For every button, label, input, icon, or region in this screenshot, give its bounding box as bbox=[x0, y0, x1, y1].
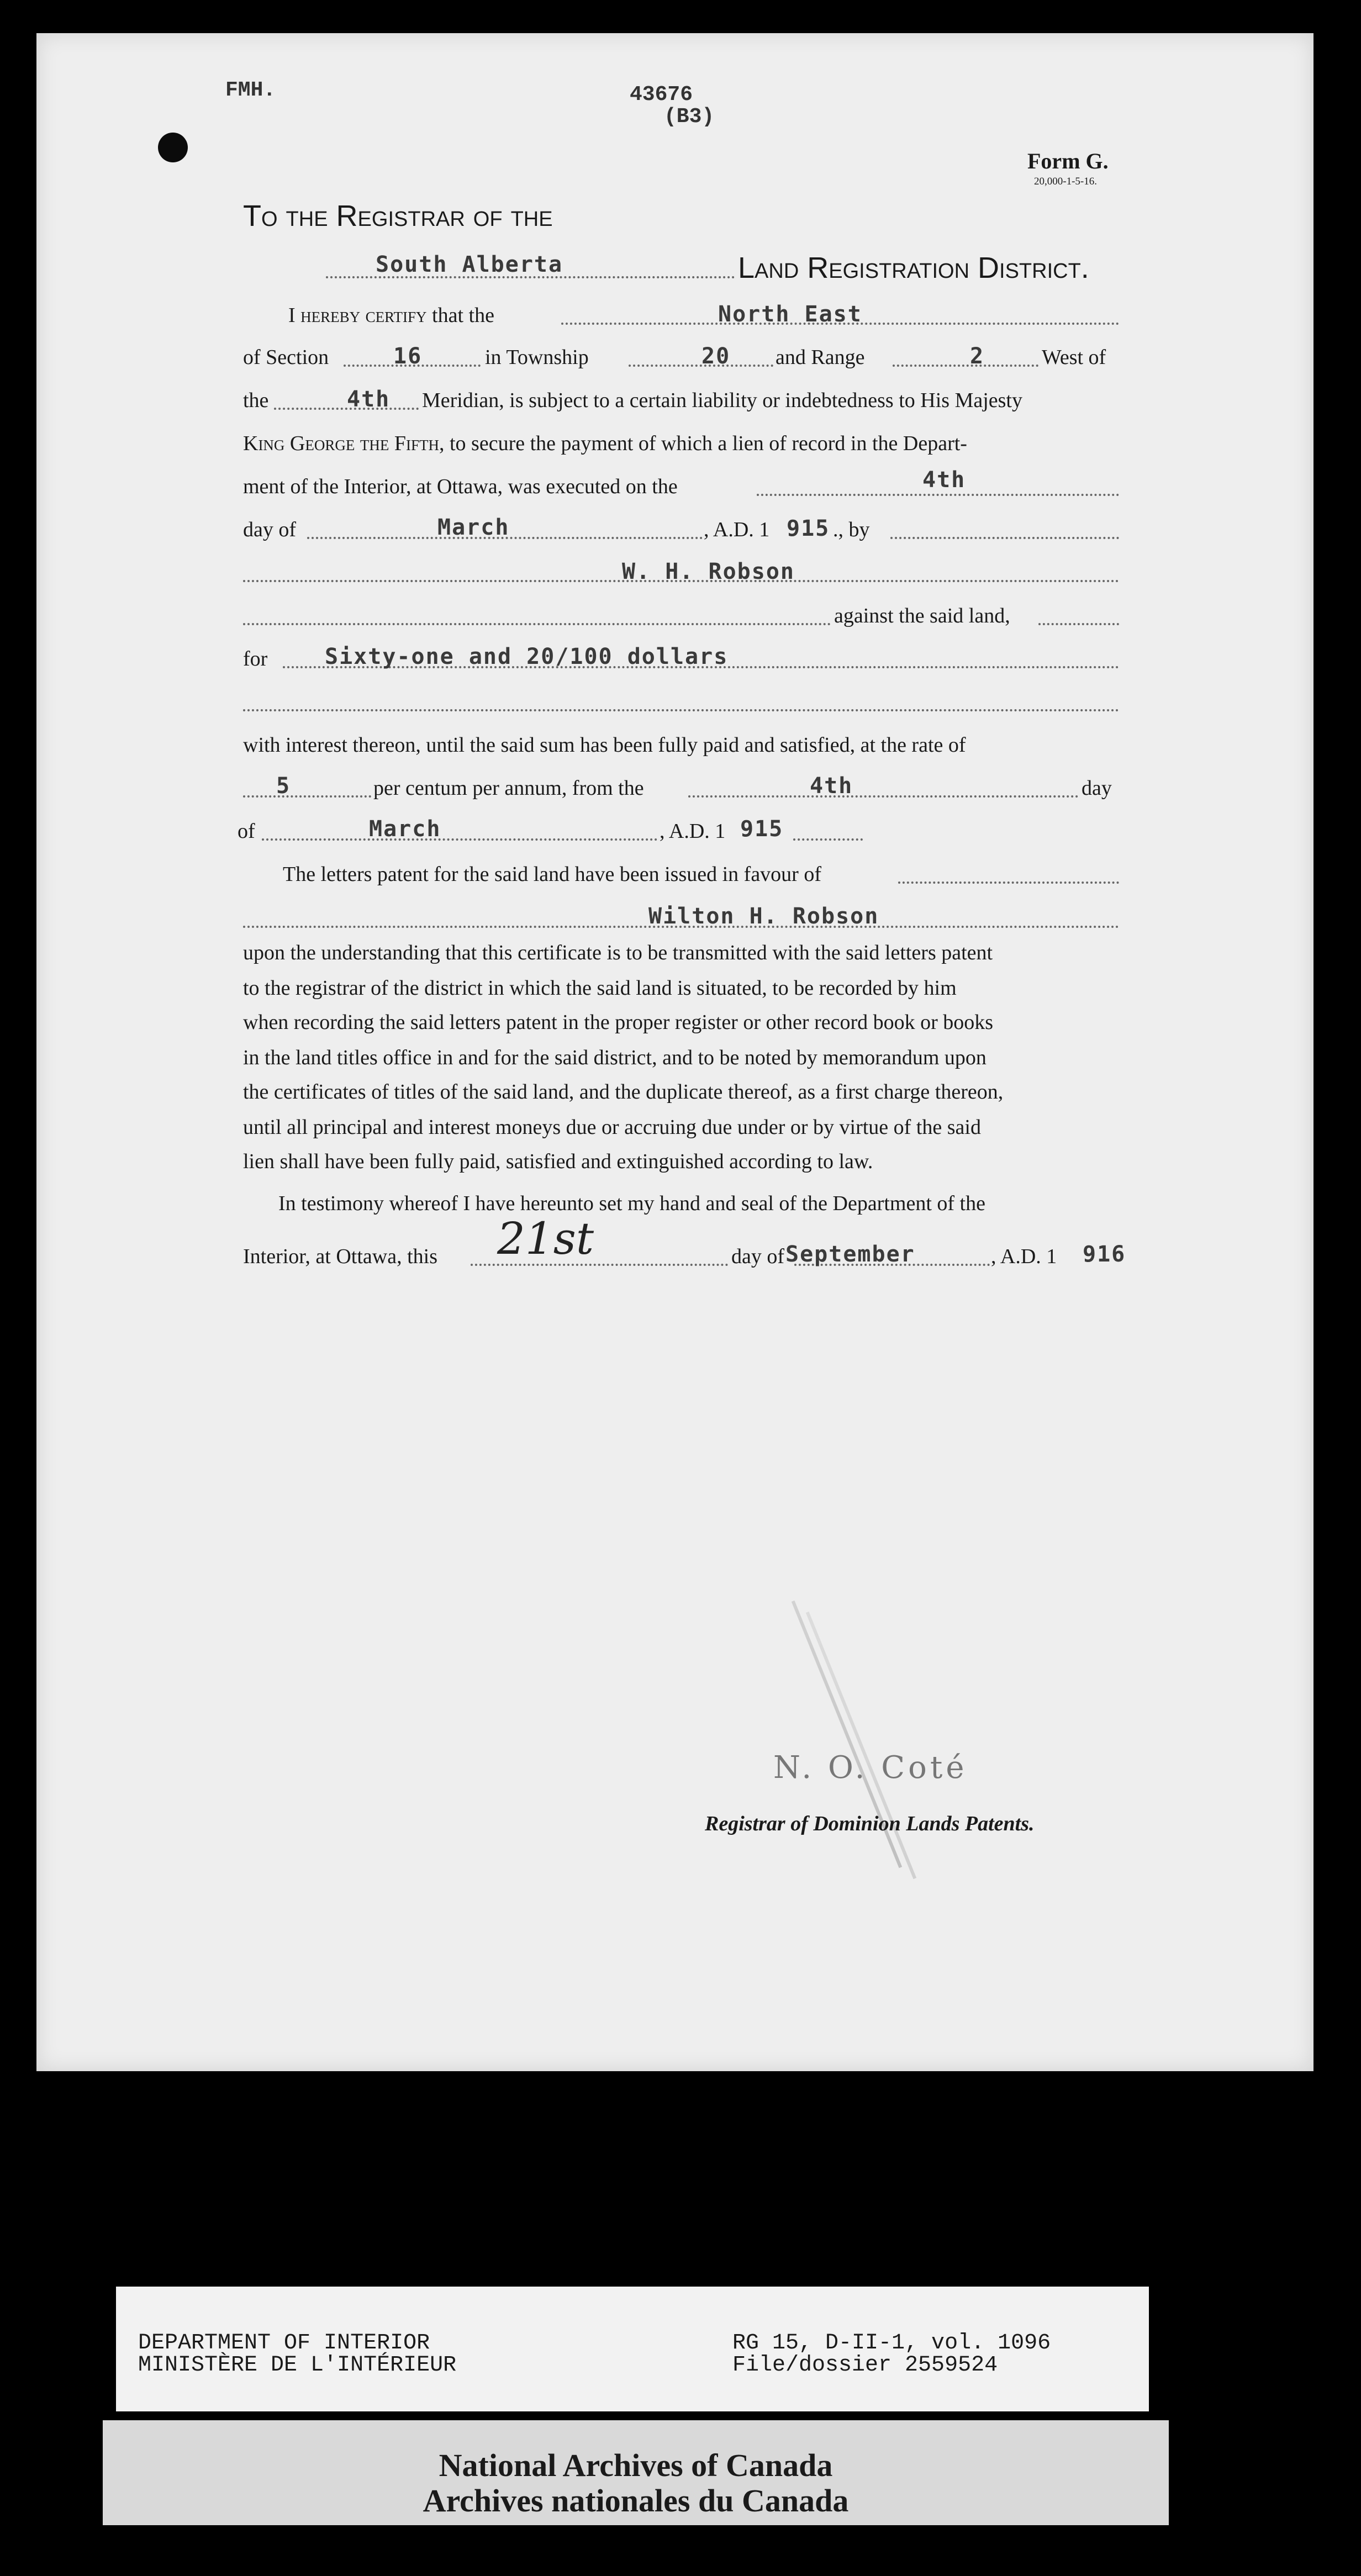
from-day-value: 4th bbox=[810, 773, 853, 799]
of-label: of bbox=[238, 820, 255, 843]
exec-year-value: 915 bbox=[787, 516, 830, 541]
range-label: and Range bbox=[776, 346, 865, 369]
file-sub-number: (B3) bbox=[664, 105, 715, 129]
per-centum-label: per centum per annum, from the bbox=[373, 777, 644, 800]
from-month-value: March bbox=[369, 816, 441, 842]
archive-en: National Archives of Canada bbox=[439, 2447, 833, 2483]
testimony-line: In testimony whereof I have hereunto set my hand and seal of the Department of the bbox=[278, 1192, 985, 1215]
against-trail bbox=[1038, 623, 1119, 625]
para-line: in the land titles office in and for the said district, and to be noted by memorandum upon bbox=[243, 1046, 987, 1069]
amount-value: Sixty-one and 20/100 dollars bbox=[325, 644, 729, 669]
punch-hole bbox=[158, 133, 188, 162]
interest-line: with interest thereon, until the said sum has been fully paid and satisfied, at the rate of bbox=[243, 733, 966, 757]
sign-day-handwritten: 21st bbox=[497, 1213, 594, 1264]
para-line: upon the understanding that this certificate is to be transmitted with the said letters patent bbox=[243, 941, 993, 964]
archive-reference-label bbox=[116, 2287, 1149, 2411]
signature-name: N. O. Coté bbox=[773, 1750, 968, 1786]
from-month-field bbox=[262, 838, 657, 841]
dept-line: ment of the Interior, at Ottawa, was executed on the bbox=[243, 475, 678, 498]
township-value: 20 bbox=[701, 344, 731, 369]
exec-day-field bbox=[757, 494, 1119, 496]
from-year-value: 915 bbox=[740, 816, 784, 842]
district-label: Land Registration District. bbox=[738, 251, 1089, 284]
from-year-trail bbox=[793, 838, 863, 841]
by-field bbox=[890, 537, 1119, 539]
section-value: 16 bbox=[393, 344, 423, 369]
para-line: lien shall have been fully paid, satisfied and extinguished according to law. bbox=[243, 1150, 873, 1173]
section-label: of Section bbox=[243, 346, 329, 369]
district-value: South Alberta bbox=[376, 252, 563, 277]
form-code: 20,000-1-5-16. bbox=[1034, 176, 1097, 187]
patent-line: The letters patent for the said land have been issued in favour of bbox=[283, 863, 821, 886]
signature-title: Registrar of Dominion Lands Patents. bbox=[705, 1812, 1035, 1835]
archive-fr: Archives nationales du Canada bbox=[423, 2483, 849, 2519]
interior-this-label: Interior, at Ottawa, this bbox=[243, 1245, 437, 1268]
blank-field bbox=[243, 709, 1119, 711]
range-field bbox=[893, 365, 1038, 367]
exec-day-value: 4th bbox=[922, 467, 966, 493]
form-name: Form G. bbox=[1027, 149, 1109, 173]
ref: RG 15, D-II-1, vol. 1096 bbox=[732, 2331, 1051, 2356]
meridian-text: Meridian, is subject to a certain liability or indebtedness to His Majesty bbox=[422, 389, 1022, 412]
para-line: when recording the said letters patent in the proper register or other record book or books bbox=[243, 1011, 994, 1034]
township-field bbox=[629, 365, 773, 367]
rate-field bbox=[243, 795, 371, 798]
for-label: for bbox=[243, 647, 268, 671]
meridian-value: 4th bbox=[347, 387, 391, 412]
initials: FMH. bbox=[225, 78, 276, 102]
day-label: day bbox=[1082, 777, 1112, 800]
by-label: ., by bbox=[833, 518, 870, 541]
against-label: against the said land, bbox=[834, 604, 1010, 627]
from-day-field bbox=[688, 795, 1078, 798]
township-label: in Township bbox=[485, 346, 589, 369]
rate-value: 5 bbox=[276, 773, 291, 799]
para-line: until all principal and interest moneys due or accruing due under or by virtue of the said bbox=[243, 1116, 981, 1139]
sign-ad-label: , A.D. 1 bbox=[991, 1245, 1057, 1268]
west-of-label: West of bbox=[1042, 346, 1106, 369]
ad-label: , A.D. 1 bbox=[704, 518, 770, 541]
the-label: the bbox=[243, 389, 269, 412]
file-ref: File/dossier 2559524 bbox=[732, 2353, 998, 2378]
day-of-label: day of bbox=[243, 518, 297, 541]
dept-fr: MINISTÈRE DE L'INTÉRIEUR bbox=[138, 2353, 457, 2378]
day-of-label-2: day of bbox=[731, 1245, 785, 1268]
king-line: King George the Fifth, to secure the payment of which a lien of record in the Depart- bbox=[243, 432, 967, 455]
dept-en: DEPARTMENT OF INTERIOR bbox=[138, 2331, 430, 2356]
sign-year-value: 916 bbox=[1083, 1242, 1126, 1267]
para-line: to the registrar of the district in which the said land is situated, to be recorded by him bbox=[243, 976, 957, 1000]
para-line: the certificates of titles of the said land, and the duplicate thereof, as a first charge thereon, bbox=[243, 1080, 1004, 1104]
patent-trail bbox=[898, 881, 1119, 884]
from-ad-label: , A.D. 1 bbox=[660, 820, 726, 843]
exec-month-value: March bbox=[437, 515, 510, 540]
debtor-value: W. H. Robson bbox=[622, 559, 795, 584]
quarter-value: North East bbox=[718, 302, 862, 327]
sign-month-value: September bbox=[785, 1242, 915, 1267]
certify-line: I hereby certify that the bbox=[288, 304, 494, 327]
meridian-field bbox=[274, 408, 419, 410]
range-value: 2 bbox=[970, 344, 985, 369]
title-line: To the Registrar of the bbox=[243, 199, 553, 233]
against-field bbox=[243, 623, 831, 625]
archive-footer bbox=[103, 2420, 1169, 2525]
patentee-value: Wilton H. Robson bbox=[648, 904, 879, 929]
file-number: 43676 bbox=[630, 83, 693, 107]
